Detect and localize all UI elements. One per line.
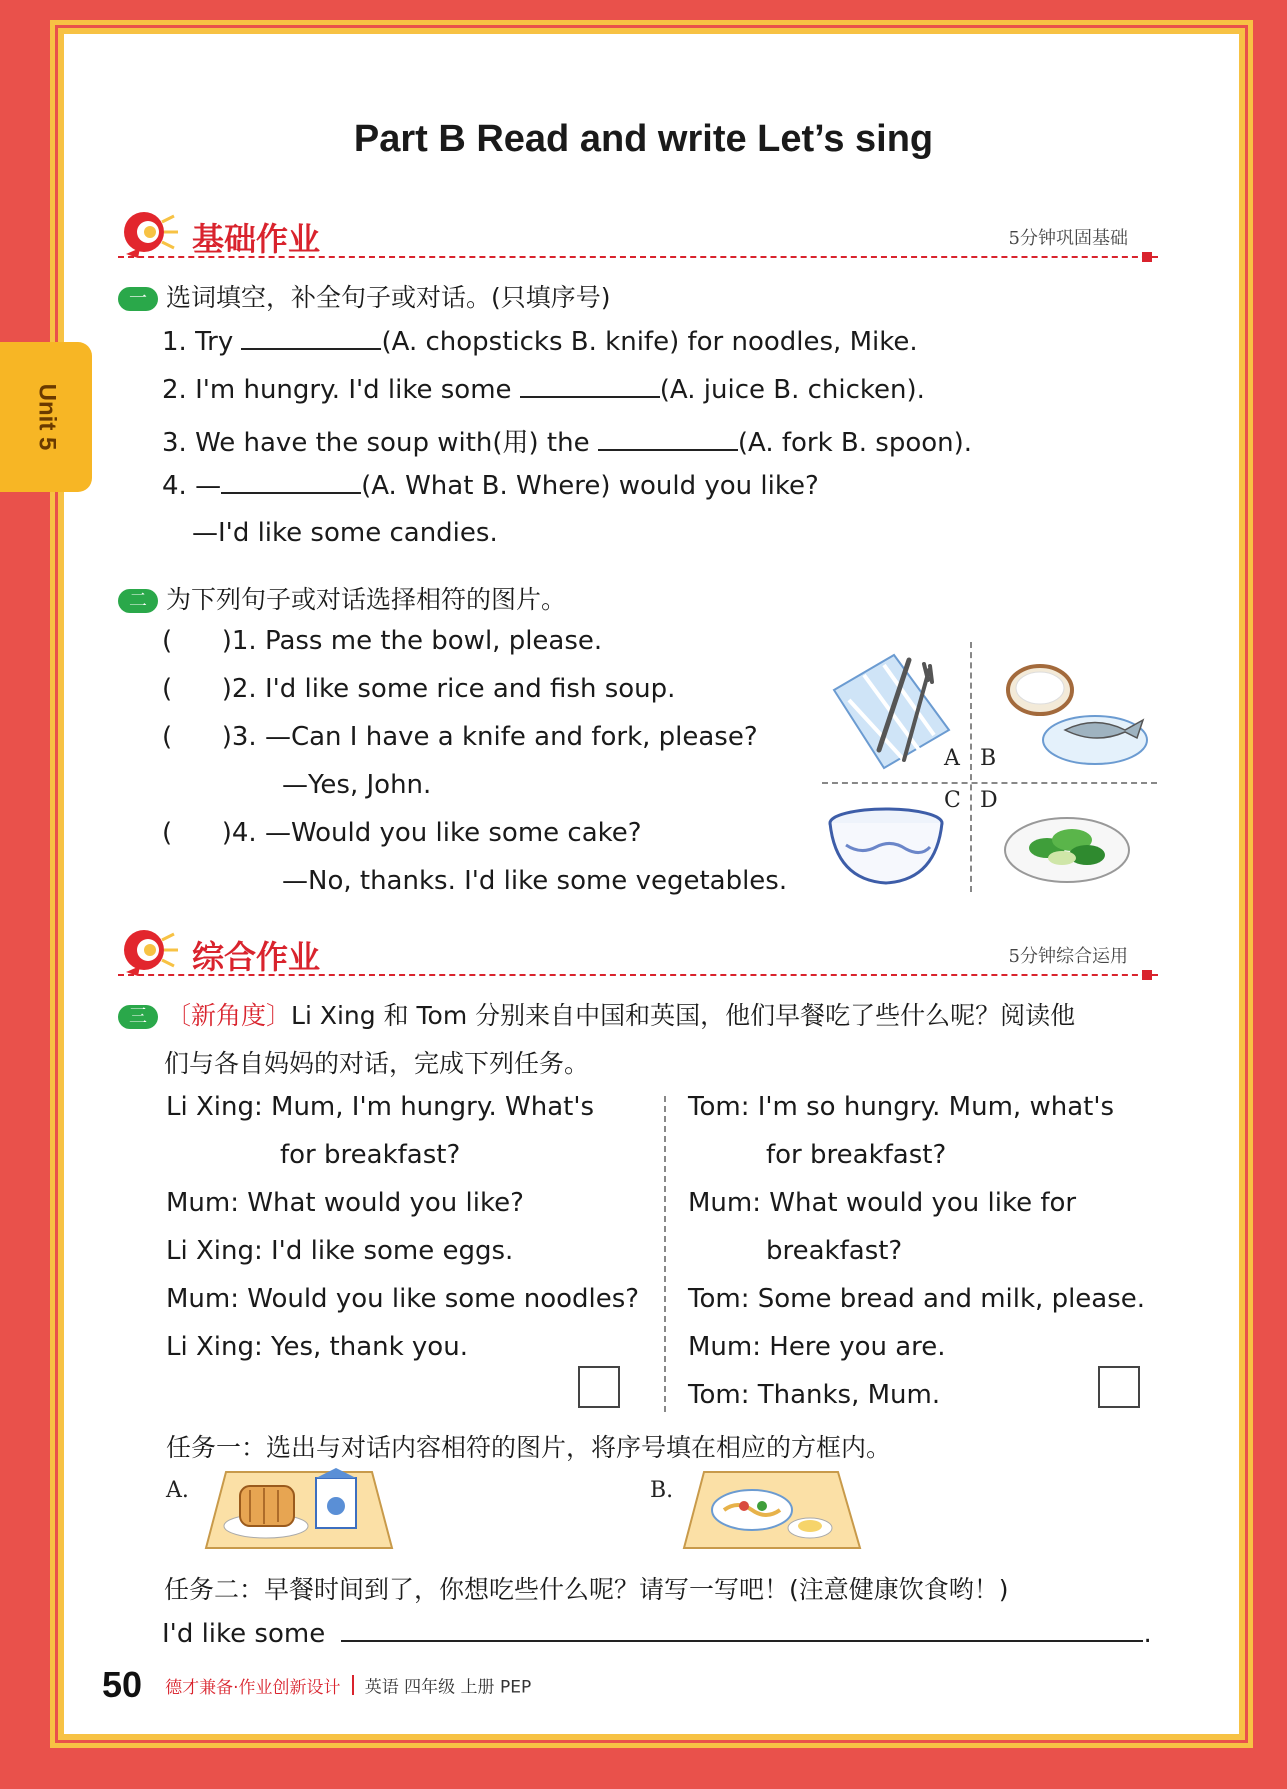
section-title-basic: 基础作业 [192,220,321,258]
picture-label-b: B [980,746,997,771]
instruction-text: 选词填空，补全句子或对话。(只填序号) [166,283,611,312]
q1-item-4-answer: —I'd like some candies. [192,518,498,548]
bread-and-milk-icon [204,1466,394,1552]
q2-item-3 [162,722,758,752]
dialogue-right-line-6: Mum: Here you are. [688,1332,946,1362]
unit-tab-label: Unit 5 [32,383,60,451]
dialogue-divider [664,1096,666,1412]
dialogue-left-line-4: Li Xing: I'd like some eggs. [166,1236,514,1266]
answer-blank[interactable] [598,427,738,451]
item-text: would you like? [610,471,819,501]
section-header-comprehensive [118,926,1158,978]
answer-prefix: I'd like some [162,1619,326,1649]
question-badge: 二 [118,589,158,613]
dialogue-right-line-3: Mum: What would you like for [688,1188,1077,1218]
q2-item-1 [162,626,602,656]
divider-end-mark [1142,252,1152,262]
noodles-and-egg-icon [682,1466,862,1552]
item-text: 4. — [162,471,222,501]
picture-label-a: A [944,746,960,771]
picture-grid-vline [970,642,972,892]
section-header-basic [118,208,1158,260]
picture-label-c: C [944,788,961,813]
dialogue-right-line-4: breakfast? [766,1236,903,1266]
item-text: 2. I'm hungry. I'd like some [162,375,520,405]
question-1-instruction [118,278,611,314]
page-number: 50 [102,1664,143,1705]
item-text: 1. Try [162,327,242,357]
question-badge: 一 [118,287,158,311]
mascot-icon [118,208,180,260]
section-divider [118,974,1158,976]
question-2-instruction [118,580,566,616]
q1-item-3 [162,422,972,459]
picture-label-d: D [980,788,998,813]
q2-item-3-reply: —Yes, John. [282,770,432,800]
item-text: for noodles, Mike. [679,327,918,357]
item-text: 1. Pass me the bowl, please. [231,626,603,656]
section-divider [118,256,1158,258]
answer-blank[interactable] [520,374,660,398]
answer-paren[interactable]: ( ) [162,722,232,752]
dialogue-right-line-1: Tom: I'm so hungry. Mum, what's [688,1092,1115,1122]
item-text: 3. —Can I have a knife and fork, please? [231,722,758,752]
footer-separator [352,1675,354,1695]
item-options: (A. What B. Where) [361,471,611,501]
answer-paren[interactable]: ( ) [162,674,232,704]
dialogue-left-line-5: Mum: Would you like some noodles? [166,1284,640,1314]
section-title-comprehensive: 综合作业 [192,938,321,976]
item-text: . [963,428,973,458]
dialogue-right-line-7: Tom: Thanks, Mum. [688,1380,941,1410]
bowl-icon [826,805,946,890]
page-footer [102,1664,531,1706]
task-2-instruction: 任务二：早餐时间到了，你想吃些什么呢？请写一写吧！(注意健康饮食哟！) [164,1575,1009,1604]
item-text: 2. I'd like some rice and fish soup. [231,674,676,704]
answer-paren[interactable]: ( ) [162,626,232,656]
dialogue-left-line-3: Mum: What would you like? [166,1188,524,1218]
answer-line [162,1618,1152,1649]
section-time-note: 5分钟综合运用 [1008,946,1128,967]
item-text: 3. We have the soup with(用) the [162,428,598,458]
section-time-note: 5分钟巩固基础 [1008,228,1128,249]
answer-write-line[interactable] [341,1618,1143,1642]
task-1-instruction: 任务一：选出与对话内容相符的图片，将序号填在相应的方框内。 [166,1433,892,1462]
unit-side-tab [0,342,92,492]
picture-grid-hline [822,782,1157,784]
series-name: 德才兼备·作业创新设计 [165,1677,341,1698]
item-options: (A. juice B. chicken) [659,375,917,405]
vegetables-plate-icon [1002,810,1132,885]
knife-fork-napkin-icon [824,650,954,770]
question-3-instruction [118,996,1075,1032]
q2-item-2 [162,674,675,704]
item-options: (A. fork B. spoon) [737,428,964,458]
q1-item-4 [162,470,819,501]
question-badge: 三 [118,1005,158,1029]
divider-end-mark [1142,970,1152,980]
rice-and-fish-soup-icon [1005,660,1155,770]
item-options: (A. chopsticks B. knife) [381,327,680,357]
mascot-icon [118,926,180,978]
instruction-text: Li Xing 和 Tom 分别来自中国和英国，他们早餐吃了些什么呢？阅读他 [291,1001,1076,1030]
q2-item-4 [162,818,642,848]
answer-box-li-xing[interactable] [578,1366,620,1408]
answer-blank[interactable] [221,470,361,494]
dialogue-right-line-5: Tom: Some bread and milk, please. [688,1284,1146,1314]
item-text: . [916,375,925,405]
instruction-text: 为下列句子或对话选择相符的图片。 [166,585,567,614]
answer-box-tom[interactable] [1098,1366,1140,1408]
dialogue-left-line-6: Li Xing: Yes, thank you. [166,1332,468,1362]
answer-blank[interactable] [241,326,381,350]
q1-item-1 [162,326,918,357]
answer-period: . [1143,1619,1152,1649]
new-angle-tag: 〔新角度〕 [166,1001,292,1030]
question-3-instruction-cont: 们与各自妈妈的对话，完成下列任务。 [164,1049,590,1078]
option-a-label: A. [166,1478,189,1503]
q1-item-2 [162,374,925,405]
answer-paren[interactable]: ( ) [162,818,232,848]
dialogue-left-line-1: Li Xing: Mum, I'm hungry. What's [166,1092,595,1122]
option-b-label: B. [650,1478,674,1503]
subject-info: 英语 四年级 上册 PEP [364,1677,532,1698]
dialogue-left-line-2: for breakfast? [280,1140,461,1170]
dialogue-right-line-2: for breakfast? [766,1140,947,1170]
page-title: Part B Read and write Let’s sing [353,118,934,160]
q2-item-4-reply: —No, thanks. I'd like some vegetables. [282,866,788,896]
item-text: 4. —Would you like some cake? [231,818,642,848]
